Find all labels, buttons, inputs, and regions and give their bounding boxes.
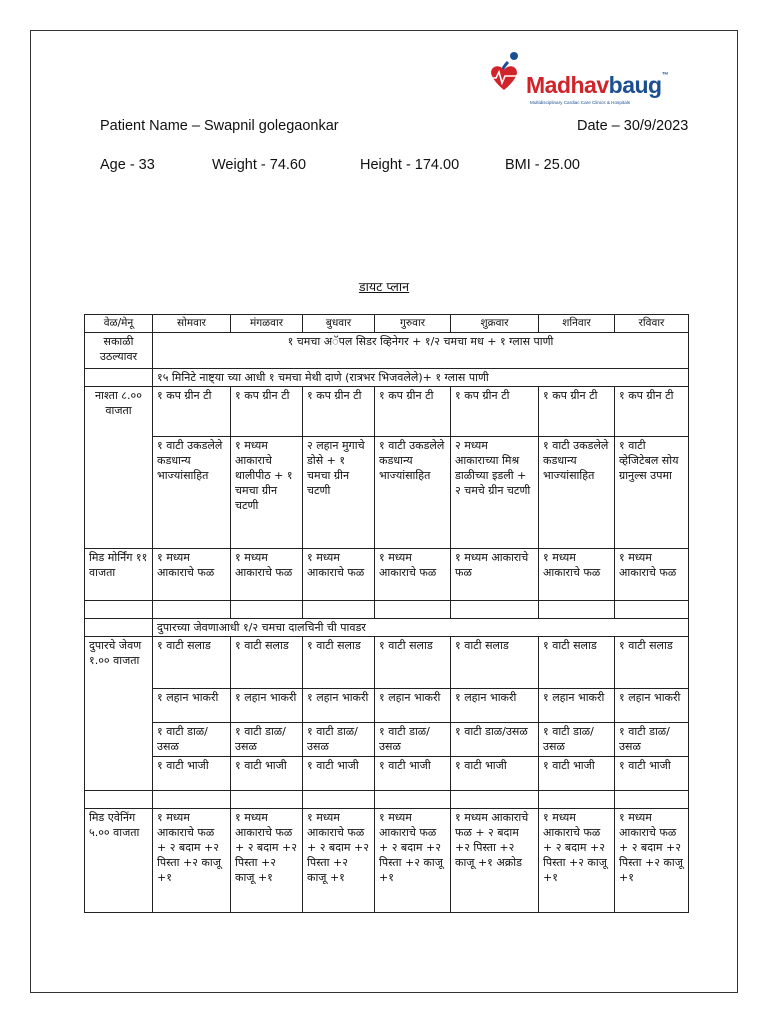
table-cell: १ मध्यम आकाराचे फळ — [231, 549, 303, 601]
patient-weight: Weight - 74.60 — [212, 157, 307, 173]
table-cell: १ कप ग्रीन टी — [375, 387, 451, 437]
table-cell — [231, 791, 303, 809]
table-cell: १ मध्यम आकाराचे फळ — [539, 549, 615, 601]
header-cell: मंगळवार — [231, 315, 303, 333]
table-cell: १ कप ग्रीन टी — [615, 387, 689, 437]
table-cell: २ लहान मुगाचे डोसे + १ चमचा ग्रीन चटणी — [303, 437, 375, 549]
table-cell: १ कप ग्रीन टी — [303, 387, 375, 437]
table-cell: १ वाटी डाळ/उसळ — [231, 723, 303, 757]
table-cell — [451, 601, 539, 619]
table-cell: १ लहान भाकरी — [231, 689, 303, 723]
table-cell — [615, 791, 689, 809]
table-cell: १ मध्यम आकाराचे फळ — [375, 549, 451, 601]
table-cell: २ मध्यम आकाराच्या मिश्र डाळीच्या इडली + २ चमचे ग्रीन चटणी — [451, 437, 539, 549]
table-cell — [539, 791, 615, 809]
header-cell: रविवार — [615, 315, 689, 333]
meal-label: दुपारचे जेवण १.०० वाजता — [85, 637, 153, 791]
table-cell — [85, 619, 153, 637]
header-cell: शुक्रवार — [451, 315, 539, 333]
patient-bmi: BMI - 25.00 — [505, 157, 580, 173]
meal-label: मिड मोर्निंग ११ वाजता — [85, 549, 153, 601]
table-cell — [375, 601, 451, 619]
table-cell: १ वाटी डाळ/उसळ — [539, 723, 615, 757]
table-cell: १ वाटी सलाड — [153, 637, 231, 689]
table-row — [85, 809, 689, 913]
table-row — [85, 723, 689, 757]
table-cell: १५ मिनिटे नाष्ट्या च्या आधी १ चमचा मेथी दाणे (रात्रभर भिजवलेले)+ १ ग्लास पाणी — [153, 369, 689, 387]
table-row — [85, 387, 689, 437]
table-cell — [231, 601, 303, 619]
header-cell: गुरुवार — [375, 315, 451, 333]
table-cell: १ वाटी उकडलेले कडधान्य भाज्यांसाहित — [539, 437, 615, 549]
table-cell: १ वाटी उकडलेले कडधान्य भाज्यांसाहित — [153, 437, 231, 549]
table-cell: १ मध्यम आकाराचे फळ + २ बदाम +२ पिस्ता +२ काजू +१ — [303, 809, 375, 913]
table-cell: १ वाटी भाजी — [153, 757, 231, 791]
table-row — [85, 549, 689, 601]
table-cell: १ वाटी डाळ/उसळ — [615, 723, 689, 757]
meal-label: सकाळी उठल्यावर — [85, 333, 153, 369]
table-cell — [303, 601, 375, 619]
header-row — [85, 315, 689, 333]
table-cell: १ मध्यम आकाराचे फळ + २ बदाम +२ पिस्ता +२ काजू +१ अक्रोड — [451, 809, 539, 913]
table-cell: १ वाटी उकडलेले कडधान्य भाज्यांसाहित — [375, 437, 451, 549]
table-cell: १ मध्यम आकाराचे फळ — [303, 549, 375, 601]
table-cell: १ कप ग्रीन टी — [231, 387, 303, 437]
report-date: Date – 30/9/2023 — [577, 118, 689, 134]
table-cell: १ वाटी भाजी — [231, 757, 303, 791]
table-row — [85, 601, 689, 619]
table-cell: १ वाटी डाळ/उसळ — [303, 723, 375, 757]
table-cell: १ मध्यम आकाराचे फळ + २ बदाम +२ पिस्ता +२ काजू +१ — [231, 809, 303, 913]
table-cell: १ लहान भाकरी — [539, 689, 615, 723]
table-row — [85, 757, 689, 791]
table-row — [85, 333, 689, 369]
table-cell: १ वाटी सलाड — [303, 637, 375, 689]
table-cell: १ वाटी सलाड — [615, 637, 689, 689]
meal-label: मिड एवेनिंग ५.०० वाजता — [85, 809, 153, 913]
table-cell: १ वाटी डाळ/उसळ — [375, 723, 451, 757]
table-cell: १ वाटी भाजी — [375, 757, 451, 791]
table-cell: १ लहान भाकरी — [303, 689, 375, 723]
table-cell: १ मध्यम आकाराचे फळ + २ बदाम +२ पिस्ता +२ काजू +१ — [375, 809, 451, 913]
table-cell: १ लहान भाकरी — [615, 689, 689, 723]
meal-label: नाश्ता ८.०० वाजता — [85, 387, 153, 549]
table-cell — [85, 601, 153, 619]
table-cell — [153, 791, 231, 809]
table-row — [85, 689, 689, 723]
table-cell: १ कप ग्रीन टी — [539, 387, 615, 437]
table-cell — [375, 791, 451, 809]
patient-name: Patient Name – Swapnil golegaonkar — [100, 118, 339, 134]
diet-plan-table — [84, 314, 689, 913]
table-row — [85, 369, 689, 387]
table-cell: १ वाटी भाजी — [303, 757, 375, 791]
table-cell: १ लहान भाकरी — [375, 689, 451, 723]
table-cell: १ वाटी भाजी — [615, 757, 689, 791]
table-cell: १ वाटी भाजी — [451, 757, 539, 791]
table-cell: १ मध्यम आकाराचे फळ + २ बदाम +२ पिस्ता +२ काजू +१ — [615, 809, 689, 913]
table-row — [85, 637, 689, 689]
table-cell: १ मध्यम आकाराचे फळ — [451, 549, 539, 601]
table-cell: १ कप ग्रीन टी — [451, 387, 539, 437]
header-cell: सोमवार — [153, 315, 231, 333]
header-cell: शनिवार — [539, 315, 615, 333]
header-cell: वेळ/मेनू — [85, 315, 153, 333]
brand-tagline: Multidisciplinary Cardiac Care Clinics & Hospitals — [530, 100, 631, 105]
header-cell: बुधवार — [303, 315, 375, 333]
table-cell — [615, 601, 689, 619]
table-cell: १ वाटी सलाड — [451, 637, 539, 689]
table-cell: १ मध्यम आकाराचे फळ + २ बदाम +२ पिस्ता +२ काजू +१ — [539, 809, 615, 913]
table-cell: १ मध्यम आकाराचे फळ — [615, 549, 689, 601]
table-cell — [451, 791, 539, 809]
table-cell — [153, 601, 231, 619]
table-cell — [85, 791, 153, 809]
table-cell: १ वाटी व्हेजिटेबल सोय ग्रानुल्स उपमा — [615, 437, 689, 549]
table-row — [85, 437, 689, 549]
patient-height: Height - 174.00 — [360, 157, 460, 173]
table-cell: १ वाटी डाळ/उसळ — [153, 723, 231, 757]
table-row — [85, 619, 689, 637]
table-cell: १ वाटी डाळ/उसळ — [451, 723, 539, 757]
table-cell — [303, 791, 375, 809]
table-cell — [539, 601, 615, 619]
brand-name: Madhavbaug™ — [526, 72, 669, 98]
diet-plan-title: डायट प्लान — [358, 279, 410, 294]
patient-age: Age - 33 — [100, 157, 155, 173]
table-cell: १ मध्यम आकाराचे थालीपीठ + १ चमचा ग्रीन चटणी — [231, 437, 303, 549]
table-cell: १ लहान भाकरी — [451, 689, 539, 723]
table-cell: १ लहान भाकरी — [153, 689, 231, 723]
table-cell: १ वाटी सलाड — [375, 637, 451, 689]
table-cell: १ वाटी सलाड — [539, 637, 615, 689]
table-cell: १ वाटी सलाड — [231, 637, 303, 689]
table-cell — [85, 369, 153, 387]
table-cell: १ वाटी भाजी — [539, 757, 615, 791]
table-cell: १ चमचा अॅपल सिडर व्हिनेगर + १/२ चमचा मध + १ ग्लास पाणी — [153, 333, 689, 369]
table-cell: १ मध्यम आकाराचे फळ + २ बदाम +२ पिस्ता +२ काजू +१ — [153, 809, 231, 913]
table-cell: १ कप ग्रीन टी — [153, 387, 231, 437]
madhavbaug-logo — [486, 46, 681, 112]
table-row — [85, 791, 689, 809]
table-cell: दुपारच्या जेवणाआधी १/२ चमचा दालचिनी ची पावडर — [153, 619, 689, 637]
table-cell: १ मध्यम आकाराचे फळ — [153, 549, 231, 601]
